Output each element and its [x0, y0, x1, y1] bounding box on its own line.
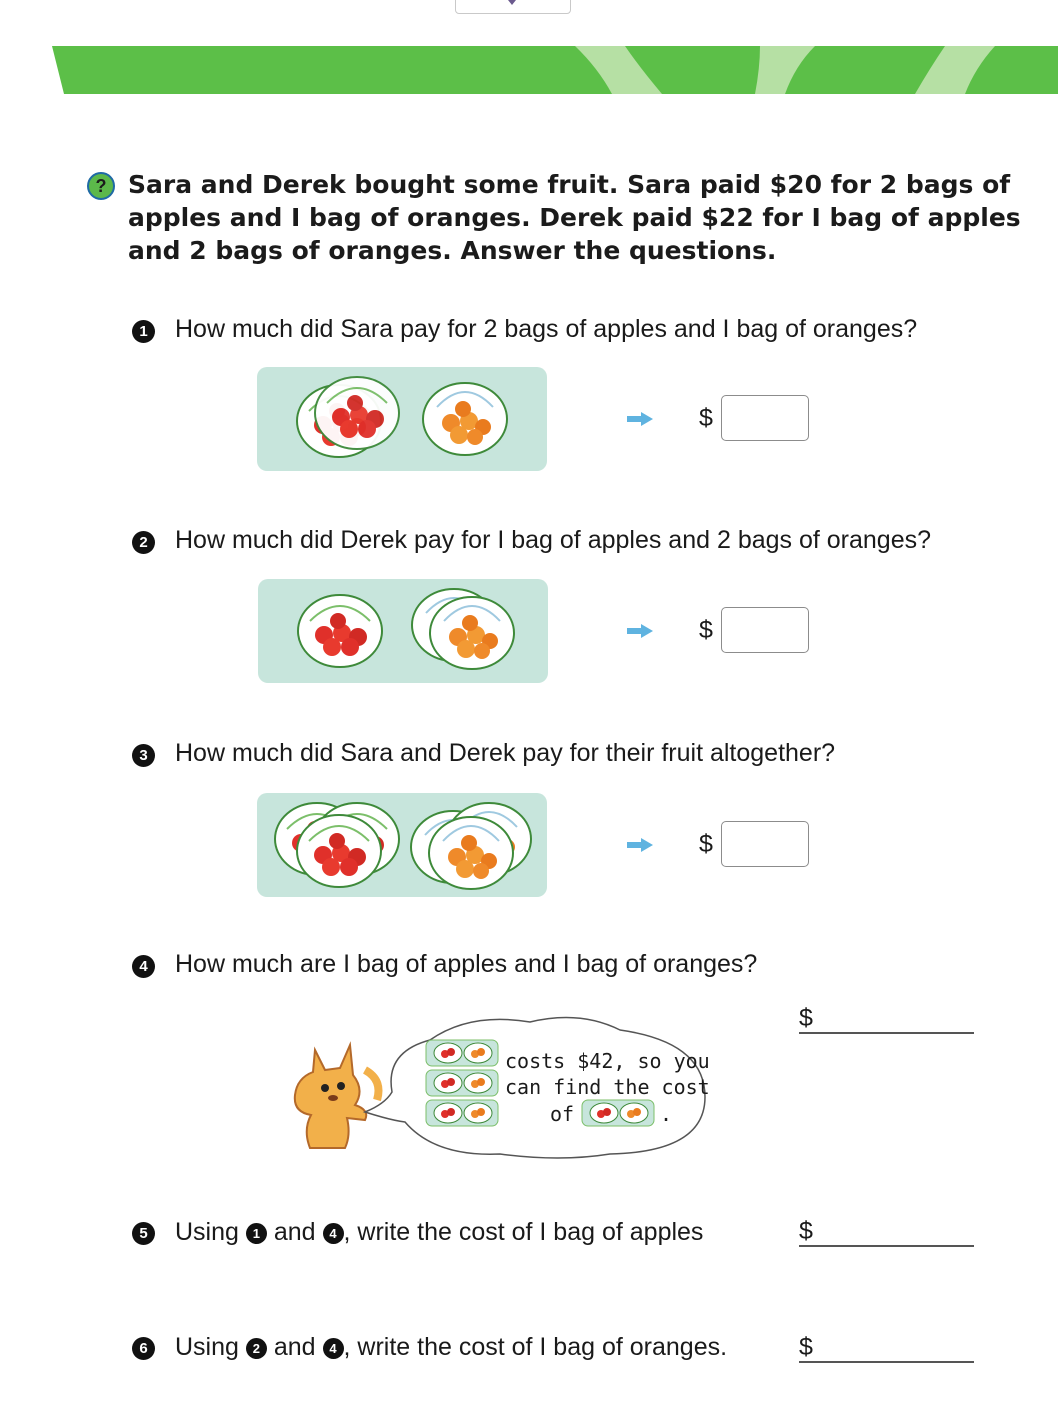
arrow-icon [627, 412, 653, 426]
fruit-bags-illustration [257, 367, 547, 471]
question-number: 5 [132, 1222, 155, 1245]
intro-line: apples and I bag of oranges. Derek paid $22 for I bag of apples [128, 203, 1021, 232]
question-number: 3 [132, 744, 155, 767]
question-text: How much did Sara and Derek pay for their fruit altogether? [175, 739, 836, 767]
question-number: 1 [132, 320, 155, 343]
help-icon: ? [87, 172, 115, 200]
answer-box[interactable] [721, 607, 809, 653]
question-text-part: , write the cost of I bag of apples [343, 1218, 704, 1246]
dollar-sign: $ [699, 830, 713, 858]
intro-line: and 2 bags of oranges. Answer the questions. [128, 236, 777, 265]
dollar-sign: $ [799, 1004, 813, 1032]
question-ref: 4 [323, 1338, 344, 1359]
question-text-part: Using [175, 1333, 239, 1361]
fruit-panel [257, 367, 547, 471]
answer-line[interactable] [799, 1032, 974, 1034]
question-ref: 4 [323, 1223, 344, 1244]
fruit-bags-illustration [257, 793, 547, 897]
dollar-sign: $ [699, 404, 713, 432]
question-text [175, 1217, 703, 1247]
question-number: 6 [132, 1337, 155, 1360]
question-text: How much are I bag of apples and I bag of oranges? [175, 950, 758, 978]
header-banner [0, 46, 1058, 94]
speech-text-line: costs $42, so you [505, 1049, 710, 1073]
question-number: 4 [132, 955, 155, 978]
answer-box[interactable] [721, 395, 809, 441]
question-text: How much did Sara pay for 2 bags of apples and I bag of oranges? [175, 315, 918, 343]
question-text: How much did Derek pay for I bag of apples and 2 bags of oranges? [175, 526, 932, 554]
answer-line[interactable] [799, 1245, 974, 1247]
dollar-sign: $ [799, 1333, 813, 1361]
fruit-panel [257, 793, 547, 897]
arrow-icon [627, 624, 653, 638]
question-ref: 1 [246, 1223, 267, 1244]
question-ref: 2 [246, 1338, 267, 1359]
fruit-panel [258, 579, 548, 683]
fruit-bags-illustration [258, 579, 548, 683]
question-number: 2 [132, 531, 155, 554]
speech-text-line: of [550, 1102, 575, 1126]
question-text-part: and [273, 1333, 316, 1361]
answer-line[interactable] [799, 1361, 974, 1363]
question-text-part: Using [175, 1218, 239, 1246]
arrow-icon [627, 838, 653, 852]
dollar-sign: $ [699, 616, 713, 644]
speech-text-end: . [660, 1102, 673, 1126]
question-text-part: and [273, 1218, 316, 1246]
problem-intro [128, 168, 1021, 267]
question-text-part: , write the cost of I bag of oranges. [343, 1333, 728, 1361]
chevron-down-icon [508, 0, 516, 5]
speech-text-line: can find the cost [505, 1075, 710, 1099]
answer-box[interactable] [721, 821, 809, 867]
question-text [175, 1332, 727, 1362]
top-tab [455, 0, 571, 14]
dollar-sign: $ [799, 1217, 813, 1245]
intro-line: Sara and Derek bought some fruit. Sara paid $20 for 2 bags of [128, 170, 1011, 199]
